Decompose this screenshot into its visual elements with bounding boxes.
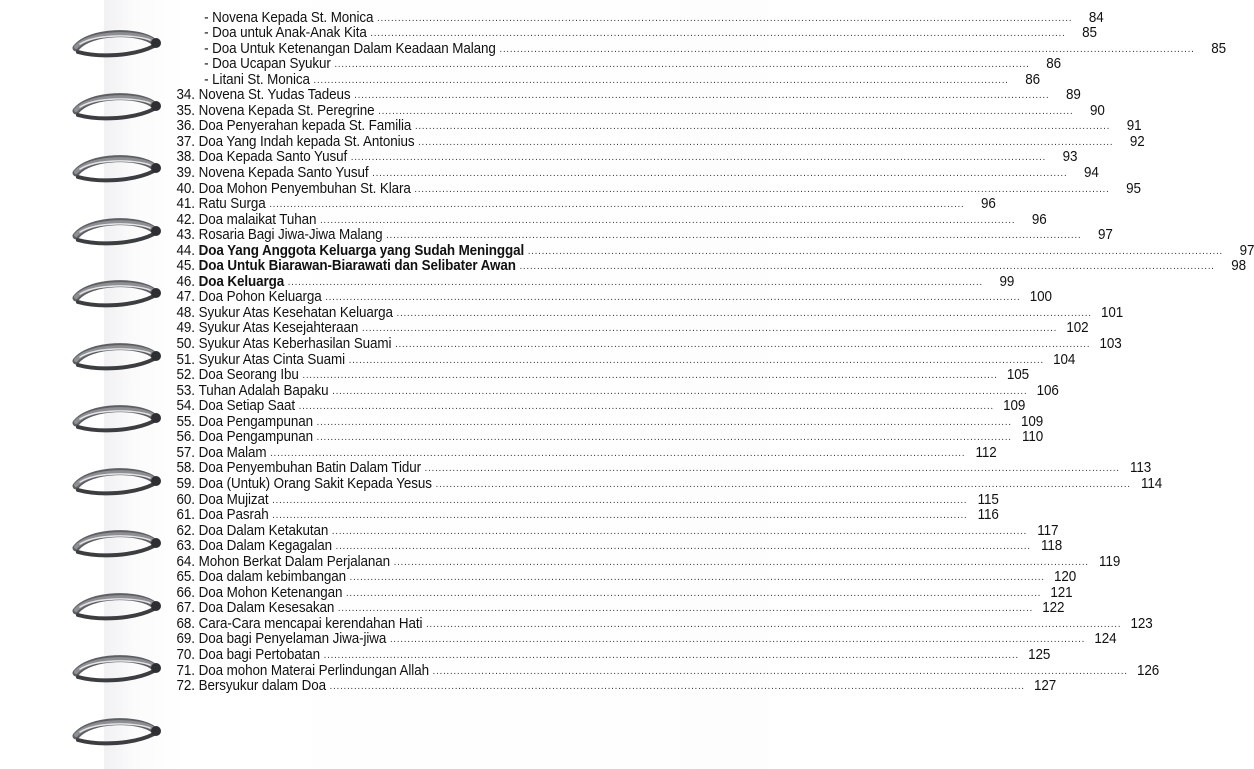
toc-entry (160, 211, 1047, 228)
toc-entry-number: 42. (176, 211, 195, 228)
dot-leader: ........................................................................................................................................................................................................ (414, 121, 1111, 133)
toc-entry-title: Doa bagi Pertobatan (198, 646, 321, 663)
toc-entry (160, 196, 996, 213)
toc-entry-title: Doa Seorang Ibu (198, 367, 299, 384)
toc-entry (160, 382, 1059, 399)
spiral-coil-icon (70, 278, 162, 308)
toc-entry-title: - Doa untuk Anak-Anak Kita (204, 25, 367, 42)
toc-entry-page: 98 (1231, 258, 1247, 275)
toc-entry-page: 109 (1021, 413, 1044, 430)
spiral-coil-icon (70, 91, 162, 121)
toc-entry-page: 126 (1136, 662, 1160, 679)
toc-entry-title: Syukur Atas Cinta Suami (198, 351, 346, 368)
toc-entry-title: Novena Kepada Santo Yusuf (198, 165, 369, 182)
toc-entry-page: 124 (1094, 631, 1117, 648)
dot-leader: ........................................................................................................................................................................................................ (316, 432, 1012, 444)
toc-entry-page: 115 (977, 491, 999, 508)
toc-entry-page: 91 (1126, 118, 1142, 135)
toc-entry (160, 165, 1099, 182)
dot-leader: ........................................................................................................................................................................................................ (395, 339, 1091, 351)
toc-entry-title: Cara-Cara mencapai kerendahan Hati (198, 615, 423, 632)
toc-entry-title: Doa Pengampunan (198, 429, 313, 446)
toc-entry-number: 53. (176, 382, 195, 399)
dot-leader: ........................................................................................................................................................................................................ (335, 541, 1031, 553)
toc-entry-title: Tuhan Adalah Bapaku (198, 382, 329, 399)
toc-entry-title: Doa (Untuk) Orang Sakit Kepada Yesus (198, 475, 432, 492)
spiral-coil-icon (70, 466, 162, 496)
dot-leader: ........................................................................................................................................................................................................ (349, 572, 1045, 584)
toc-entry-title: Doa Yang Indah kepada St. Antonius (198, 133, 415, 150)
toc-entry (160, 600, 1065, 617)
dot-leader: ........................................................................................................................................................................................................ (331, 525, 1028, 537)
toc-entry (160, 40, 1226, 57)
toc-entry-number: 60. (176, 491, 195, 508)
dot-leader: ........................................................................................................................................................................................................ (332, 385, 1028, 397)
toc-entry-title: Doa Untuk Biarawan-Biarawati dan Selibater Awan (198, 258, 516, 275)
toc-entry-title: Doa Pohon Keluarga (198, 289, 322, 306)
toc-entry-title: - Doa Ucapan Syukur (204, 56, 331, 73)
dot-leader: ........................................................................................................................................................................................................ (426, 618, 1122, 630)
toc-entry (160, 631, 1117, 648)
toc-entry-number: 62. (176, 522, 195, 539)
toc-entry-page: 101 (1100, 304, 1124, 321)
dot-leader: ........................................................................................................................................................................................................ (325, 292, 1021, 304)
toc-entry-page: 123 (1130, 615, 1153, 632)
dot-leader: ........................................................................................................................................................................................................ (386, 230, 1082, 242)
toc-entry (160, 553, 1121, 570)
toc-entry-number: 52. (176, 367, 195, 384)
toc-entry-number: 66. (176, 584, 195, 601)
dot-leader: ........................................................................................................................................................................................................ (302, 370, 998, 382)
toc-entry-number: 36. (176, 118, 195, 135)
toc-entry-page: 96 (981, 196, 996, 213)
dot-leader: ........................................................................................................................................................................................................ (269, 199, 965, 211)
toc-entry-page: 100 (1029, 289, 1052, 306)
toc-entry (160, 584, 1073, 601)
toc-entry-title: Doa Yang Anggota Keluarga yang Sudah Meninggal (198, 242, 525, 259)
toc-entry-number: 65. (176, 569, 195, 586)
toc-entry-title: Doa Mohon Penyembuhan St. Klara (198, 180, 411, 197)
toc-entry-number: 49. (176, 320, 195, 337)
toc-entry (160, 149, 1078, 166)
toc-entry (160, 460, 1152, 477)
toc-entry-page: 104 (1053, 351, 1076, 368)
toc-entry (160, 336, 1122, 353)
toc-entry-title: - Litani St. Monica (204, 71, 310, 88)
toc-entry-page: 127 (1034, 678, 1057, 695)
toc-entry-title: Doa Dalam Ketakutan (198, 522, 329, 539)
toc-entry-number: 47. (176, 289, 195, 306)
toc-entry (160, 351, 1076, 368)
toc-entry-title: Doa Dalam Kesesakan (198, 600, 335, 617)
toc-entry-page: 102 (1066, 320, 1089, 337)
toc-entry-page: 122 (1042, 600, 1065, 617)
dot-leader: ........................................................................................................................................................................................................ (270, 447, 966, 459)
toc-entry (160, 133, 1145, 150)
toc-entry (160, 444, 997, 461)
toc-entry-page: 85 (1082, 25, 1097, 42)
toc-entry (160, 258, 1247, 275)
dot-leader: ........................................................................................................................................................................................................ (361, 323, 1058, 335)
toc-entry-number: 54. (176, 398, 195, 415)
toc-entry-page: 119 (1099, 553, 1121, 570)
toc-entry (160, 71, 1041, 88)
toc-entry-page: 109 (1003, 398, 1026, 415)
toc-entry-title: Rosaria Bagi Jiwa-Jiwa Malang (198, 227, 383, 244)
toc-entry (160, 429, 1044, 446)
dot-leader: ........................................................................................................................................................................................................ (424, 463, 1120, 475)
toc-entry (160, 569, 1077, 586)
dot-leader: ........................................................................................................................................................................................................ (287, 276, 983, 288)
toc-entry-title: Doa Mohon Ketenangan (198, 584, 343, 601)
dot-leader: ........................................................................................................................................................................................................ (272, 494, 968, 506)
toc-entry (160, 25, 1097, 42)
toc-entry-title: Doa malaikat Tuhan (198, 211, 317, 228)
toc-entry-number: 63. (176, 538, 195, 555)
spiral-coil-icon (70, 341, 162, 371)
toc-entry-page: 86 (1046, 56, 1061, 73)
toc-entry-page: 112 (975, 444, 997, 461)
dot-leader: ........................................................................................................................................................................................................ (354, 90, 1050, 102)
toc-entry-title: Doa bagi Penyelaman Jiwa-jiwa (198, 631, 387, 648)
toc-entry-number: 41. (176, 196, 195, 213)
toc-entry-number: 50. (176, 336, 195, 353)
dot-leader: ........................................................................................................................................................................................................ (393, 556, 1089, 568)
dot-leader: ........................................................................................................................................................................................................ (370, 28, 1066, 40)
dot-leader: ........................................................................................................................................................................................................ (350, 152, 1047, 164)
toc-entry-title: - Doa Untuk Ketenangan Dalam Keadaan Malang (204, 40, 496, 57)
toc-entry-title: Doa Setiap Saat (198, 398, 296, 415)
toc-entry (160, 9, 1104, 26)
dot-leader: ........................................................................................................................................................................................................ (337, 603, 1034, 615)
toc-entry-title: Doa Penyerahan kepada St. Familia (198, 118, 412, 135)
toc-entry-title: Doa Pengampunan (198, 413, 313, 430)
toc-entry-number: 51. (176, 351, 195, 368)
toc-entry-number: 38. (176, 149, 195, 166)
toc-entry-page: 110 (1022, 429, 1044, 446)
toc-entry-page: 114 (1140, 475, 1163, 492)
toc-entry-page: 125 (1028, 646, 1051, 663)
toc-entry (160, 507, 999, 524)
toc-entry-number: 70. (176, 646, 195, 663)
toc-entry-title: Novena St. Yudas Tadeus (198, 87, 351, 104)
dot-leader: ........................................................................................................................................................................................................ (378, 105, 1074, 117)
toc-entry-page: 121 (1050, 584, 1073, 601)
spiral-coil-icon (70, 28, 162, 58)
toc-entry-page: 99 (999, 273, 1015, 290)
toc-entry (160, 646, 1051, 663)
toc-entry-number: 69. (176, 631, 195, 648)
dot-leader: ........................................................................................................................................................................................................ (519, 261, 1215, 273)
spiral-coil-icon (70, 716, 162, 746)
dot-leader: ........................................................................................................................................................................................................ (418, 136, 1114, 148)
toc-entry-number: 59. (176, 475, 195, 492)
toc-entry-page: 95 (1126, 180, 1141, 197)
toc-entry-title: Novena Kepada St. Peregrine (198, 102, 375, 119)
toc-entry-title: Doa Keluarga (198, 273, 285, 290)
toc-entry-page: 116 (977, 507, 999, 524)
toc-entry-number: 45. (176, 258, 195, 275)
spiral-coil-icon (70, 153, 162, 183)
toc-entry-number: 55. (176, 413, 195, 430)
dot-leader: ........................................................................................................................................................................................................ (372, 168, 1068, 180)
spiral-coil-icon (70, 216, 162, 246)
toc-entry-number: 61. (176, 507, 195, 524)
toc-entry-page: 97 (1239, 242, 1254, 259)
toc-entry-number: 43. (176, 227, 195, 244)
dot-leader: ........................................................................................................................................................................................................ (499, 43, 1195, 55)
toc-entry-title: Ratu Surga (198, 196, 266, 213)
dot-leader: ........................................................................................................................................................................................................ (316, 416, 1012, 428)
toc-entry (160, 662, 1160, 679)
dot-leader: ........................................................................................................................................................................................................ (414, 183, 1110, 195)
toc-entry (160, 491, 999, 508)
toc-entry-page: 93 (1062, 149, 1078, 166)
dot-leader: ........................................................................................................................................................................................................ (432, 665, 1128, 677)
toc-entry (160, 320, 1089, 337)
toc-entry (160, 304, 1124, 321)
toc-entry (160, 242, 1254, 259)
toc-entry-page: 85 (1211, 40, 1226, 57)
dot-leader: ........................................................................................................................................................................................................ (389, 634, 1086, 646)
toc-entry (160, 538, 1063, 555)
toc-entry (160, 180, 1141, 197)
toc-entry-title: Doa dalam kebimbangan (198, 569, 346, 586)
toc-entry-page: 96 (1031, 211, 1047, 228)
toc-entry-title: Doa Dalam Kegagalan (198, 538, 332, 555)
toc-entry (160, 678, 1057, 695)
toc-entry-number: 57. (176, 444, 195, 461)
toc-entry-title: Mohon Berkat Dalam Perjalanan (198, 553, 391, 570)
toc-entry-title: Syukur Atas Kesehatan Keluarga (198, 304, 393, 321)
toc-entry-number: 35. (176, 102, 195, 119)
toc-entry (160, 87, 1081, 104)
spiral-coil-icon (70, 591, 162, 621)
dot-leader: ........................................................................................................................................................................................................ (377, 12, 1073, 24)
toc-entry-title: Doa Pasrah (198, 507, 269, 524)
toc-entry-number: 67. (176, 600, 195, 617)
dot-leader: ........................................................................................................................................................................................................ (527, 245, 1224, 257)
toc-entry-page: 90 (1089, 102, 1105, 119)
dot-leader: ........................................................................................................................................................................................................ (348, 354, 1044, 366)
toc-entry-number: 68. (176, 615, 195, 632)
toc-entry-number: 40. (176, 180, 195, 197)
toc-entry-page: 86 (1025, 71, 1041, 88)
toc-entry (160, 522, 1059, 539)
toc-entry-number: 64. (176, 553, 195, 570)
toc-entry-title: Syukur Atas Kesejahteraan (198, 320, 359, 337)
toc-entry-number: 46. (176, 273, 195, 290)
toc-entry-page: 103 (1099, 336, 1122, 353)
toc-entry-number: 37. (176, 133, 195, 150)
toc-entry (160, 413, 1044, 430)
dot-leader: ........................................................................................................................................................................................................ (435, 478, 1131, 490)
toc-entry-page: 92 (1129, 133, 1145, 150)
toc-entry-page: 118 (1041, 538, 1063, 555)
toc-entry (160, 615, 1153, 632)
toc-entry (160, 56, 1061, 73)
toc-entry-title: Doa mohon Materai Perlindungan Allah (198, 662, 429, 679)
toc-entry-page: 89 (1065, 87, 1081, 104)
toc-entry-page: 105 (1006, 367, 1029, 384)
spiral-coil-icon (70, 528, 162, 558)
toc-entry (160, 289, 1052, 306)
toc-entry-title: Doa Malam (198, 444, 267, 461)
toc-entry-title: Doa Mujizat (198, 491, 269, 508)
spiral-coil-icon (70, 403, 162, 433)
toc-entry-title: - Novena Kepada St. Monica (204, 9, 374, 26)
toc-entry-number: 44. (176, 242, 195, 259)
dot-leader: ........................................................................................................................................................................................................ (320, 214, 1016, 226)
toc-entry-page: 106 (1036, 382, 1059, 399)
toc-entry-number: 48. (176, 304, 195, 321)
toc-entry (160, 102, 1105, 119)
toc-entry-number: 72. (176, 678, 195, 695)
dot-leader: ........................................................................................................................................................................................................ (334, 59, 1030, 71)
toc-entry-title: Syukur Atas Keberhasilan Suami (198, 336, 392, 353)
dot-leader: ........................................................................................................................................................................................................ (396, 307, 1092, 319)
dot-leader: ........................................................................................................................................................................................................ (313, 74, 1009, 86)
dot-leader: ........................................................................................................................................................................................................ (272, 510, 968, 522)
toc-entry (160, 118, 1142, 135)
toc-entry-page: 117 (1037, 522, 1059, 539)
spiral-coil-icon (70, 653, 162, 683)
toc-entry-number: 58. (176, 460, 195, 477)
dot-leader: ........................................................................................................................................................................................................ (346, 587, 1042, 599)
toc-entry-title: Doa Kepada Santo Yusuf (198, 149, 348, 166)
toc-entry-number: 39. (176, 165, 195, 182)
dot-leader: ........................................................................................................................................................................................................ (323, 649, 1019, 661)
toc-entry-page: 94 (1083, 165, 1099, 182)
toc-entry (160, 273, 1015, 290)
toc-entry-title: Doa Penyembuhan Batin Dalam Tidur (198, 460, 421, 477)
toc-entry-title: Bersyukur dalam Doa (198, 678, 327, 695)
toc-entry-page: 120 (1054, 569, 1077, 586)
table-of-contents (160, 9, 1254, 695)
dot-leader: ........................................................................................................................................................................................................ (329, 681, 1025, 693)
toc-entry (160, 398, 1026, 415)
toc-entry (160, 367, 1029, 384)
toc-entry-page: 97 (1097, 227, 1113, 244)
toc-entry (160, 227, 1113, 244)
toc-entry-page: 84 (1088, 9, 1104, 26)
toc-entry-number: 34. (176, 87, 195, 104)
toc-entry-number: 71. (176, 662, 195, 679)
toc-entry-page: 113 (1130, 460, 1152, 477)
toc-entry-number: 56. (176, 429, 195, 446)
toc-entry (160, 475, 1163, 492)
dot-leader: ........................................................................................................................................................................................................ (298, 401, 994, 413)
